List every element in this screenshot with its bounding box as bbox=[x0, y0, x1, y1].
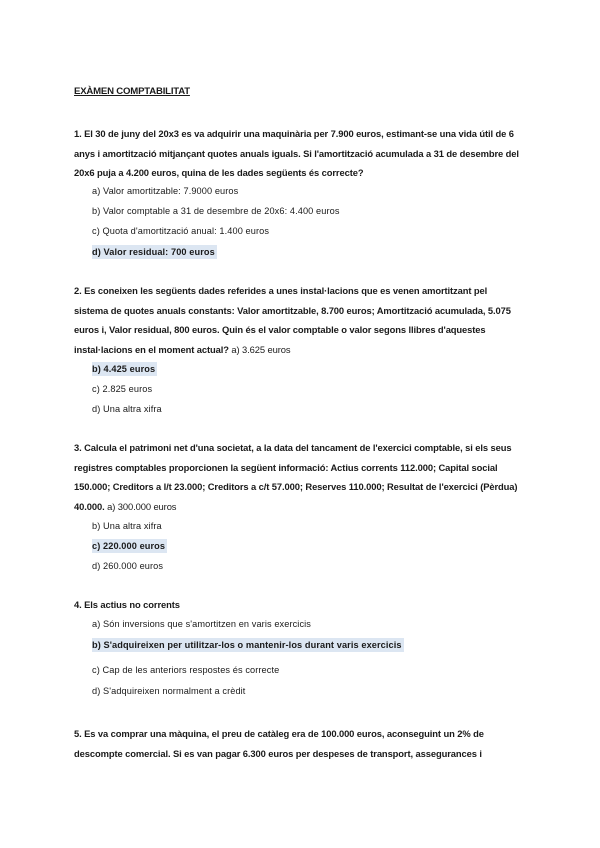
question-2-option-b-answer: b) 4.425 euros bbox=[92, 364, 156, 374]
question-4-option-c: c) Cap de les anteriors respostes és correcte bbox=[92, 665, 280, 675]
question-4-option-b-answer: b) S'adquireixen per utilitzar-los o mantenir-los durant varis exercicis bbox=[92, 640, 402, 650]
question-1-text: 1. El 30 de juny del 20x3 es va adquirir una maquinària per 7.900 euros, estimant-se una vida útil de 6 anys i amortització mitjançant quotes anuals iguals. Si l'amortització acumulada a 31 de desembre del 20x6 puja a 4.200 euros, quina de les dades següents és correcte? bbox=[74, 128, 519, 179]
question-2-option-a: a) 3.625 euros bbox=[231, 343, 291, 355]
question-1-option-a: a) Valor amortitzable: 7.9000 euros bbox=[92, 186, 239, 196]
question-2-option-c: c) 2.825 euros bbox=[92, 384, 153, 394]
question-3-option-a: a) 300.000 euros bbox=[107, 500, 177, 512]
question-4-option-d: d) S'adquireixen normalment a crèdit bbox=[92, 686, 246, 696]
question-5-text: 5. Es va comprar una màquina, el preu de catàleg era de 100.000 euros, aconseguint un 2% de descompte comercial. Si es van pagar 6.300 euros per despeses de transport, assegurances i bbox=[74, 728, 484, 759]
page-title: EXÀMEN COMPTABILITAT bbox=[74, 86, 190, 97]
question-1-option-b: b) Valor comptable a 31 de desembre de 20x6: 4.400 euros bbox=[92, 206, 340, 216]
question-1-option-c: c) Quota d'amortització anual: 1.400 euros bbox=[92, 226, 270, 236]
question-2-option-d: d) Una altra xifra bbox=[92, 404, 162, 414]
question-3-option-c-answer: c) 220.000 euros bbox=[92, 541, 166, 551]
question-2-stem: 2. Es coneixen les següents dades referides a unes instal·lacions que es venen amortitzant pel sistema de quotes anuals constants: Valor amortitzable, 8.700 euros; Amortització acumulada, 5.075 euros i, Valor residual, 800 euros. Quin és el valor comptable o valor segons llibres d'aquestes instal·lacions en el moment actual? bbox=[74, 285, 511, 355]
question-4-option-a: a) Són inversions que s'amortitzen en varis exercicis bbox=[92, 619, 311, 629]
question-3-option-d: d) 260.000 euros bbox=[92, 561, 164, 571]
question-1-option-d-answer: d) Valor residual: 700 euros bbox=[92, 247, 215, 257]
question-3-stem: 3. Calcula el patrimoni net d'una societat, a la data del tancament de l'exercici comptable, si els seus registres comptables proporcionen la següent informació: Actius corrents 112.000; Capital social 150.000; Creditors a l/t 23.000; Creditors a c/t 57.000; Reserves 110.000; Resultat de l'exercici (Pèrdua) 40.000. bbox=[74, 442, 518, 512]
question-3-option-b: b) Una altra xifra bbox=[92, 521, 162, 531]
question-3-text bbox=[74, 438, 522, 516]
question-4-text: 4. Els actius no corrents bbox=[74, 599, 180, 610]
question-2-text bbox=[74, 281, 522, 359]
